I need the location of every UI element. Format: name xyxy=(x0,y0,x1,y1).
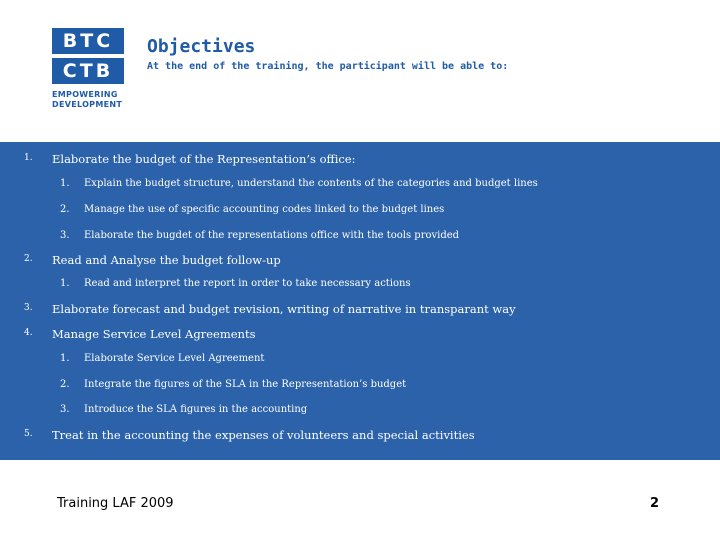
footer-text: Training LAF 2009 xyxy=(57,496,174,511)
sub-objective-text: Explain the budget structure, understand the contents of the categories and budget lines xyxy=(84,178,538,189)
slide-title: Objectives xyxy=(147,36,256,57)
objective-text: Elaborate the budget of the Representation’s office: xyxy=(52,152,356,166)
sub-objective-text: Elaborate the bugdet of the representations office with the tools provided xyxy=(84,230,460,241)
sub-objective-text: Manage the use of specific accounting codes linked to the budget lines xyxy=(84,204,445,215)
objective-number: 4. xyxy=(24,328,33,338)
logo-tagline xyxy=(52,90,130,110)
sub-objective-number: 2. xyxy=(60,204,70,215)
sub-objective-number: 1. xyxy=(60,278,70,289)
objective-number: 5. xyxy=(24,429,33,439)
objective-text: Treat in the accounting the expenses of volunteers and special activities xyxy=(52,428,475,442)
sub-objective-number: 3. xyxy=(60,404,70,415)
objective-number: 1. xyxy=(24,153,33,163)
sub-objective-text: Read and interpret the report in order to take necessary actions xyxy=(84,278,411,289)
logo-tagline-2: DEVELOPMENT xyxy=(52,100,123,109)
objective-text: Read and Analyse the budget follow-up xyxy=(52,253,281,267)
sub-objective-text: Elaborate Service Level Agreement xyxy=(84,353,265,364)
logo-tagline-1: EMPOWERING xyxy=(52,90,118,99)
logo-btc: BTC xyxy=(52,28,124,54)
page-number: 2 xyxy=(650,496,660,511)
objectives-panel xyxy=(0,142,720,460)
sub-objective-text: Integrate the figures of the SLA in the Representation’s budget xyxy=(84,379,407,390)
sub-objective-number: 1. xyxy=(60,353,70,364)
sub-objective-text: Introduce the SLA figures in the accounting xyxy=(84,404,308,415)
btc-ctb-logo xyxy=(52,28,130,110)
objective-number: 3. xyxy=(24,303,33,313)
logo-ctb: CTB xyxy=(52,58,124,84)
objective-text: Manage Service Level Agreements xyxy=(52,327,256,341)
slide-subtitle: At the end of the training, the participant will be able to: xyxy=(147,61,509,72)
sub-objective-number: 1. xyxy=(60,178,70,189)
sub-objective-number: 3. xyxy=(60,230,70,241)
objective-number: 2. xyxy=(24,254,33,264)
objective-text: Elaborate forecast and budget revision, writing of narrative in transparant way xyxy=(52,302,516,316)
sub-objective-number: 2. xyxy=(60,379,70,390)
